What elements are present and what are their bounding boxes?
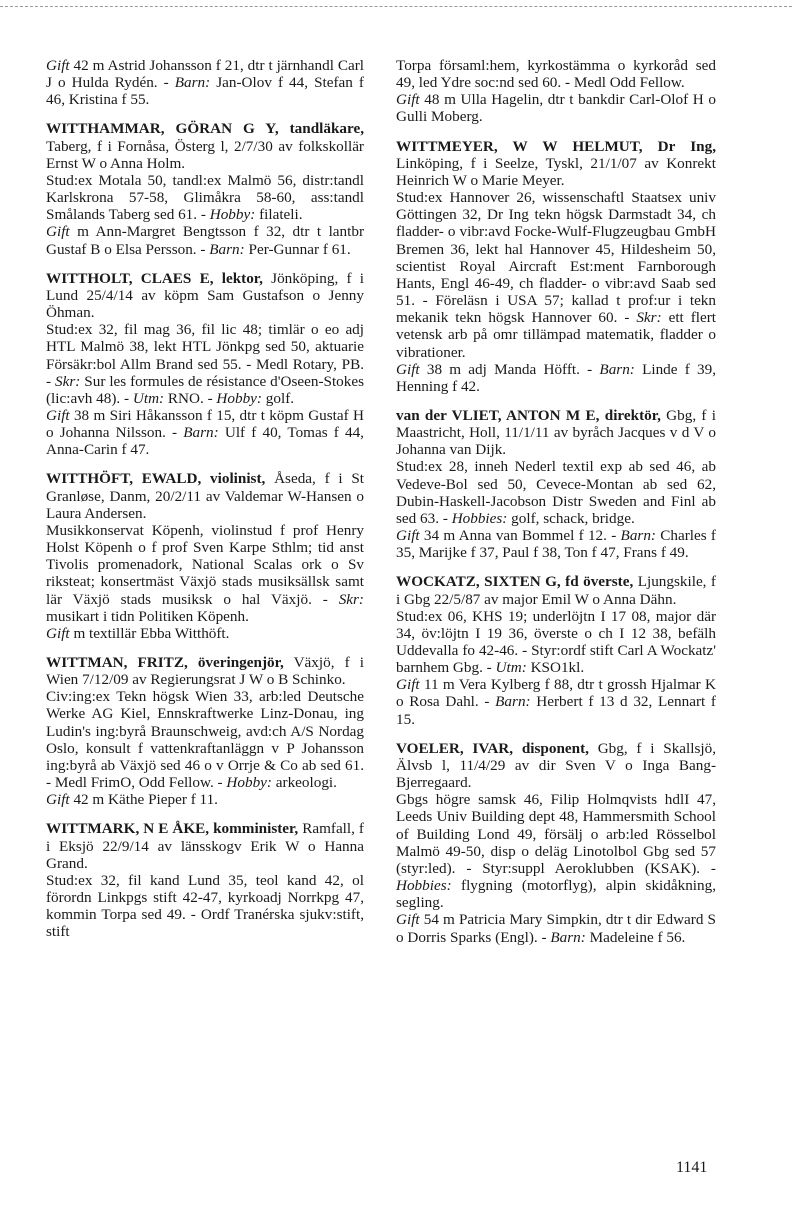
entry-paragraph <box>46 688 364 791</box>
field-label: Gift <box>396 527 420 545</box>
entry-headword: WITTMAN, FRITZ, överingenjör, <box>46 654 284 671</box>
field-label: Gift <box>396 676 420 694</box>
entry-wittmark <box>46 820 364 940</box>
field-label: Barn: <box>550 928 586 946</box>
entry-text: ett flert vetensk arb på omr tillämpad matematik, fladder o vibrationer. <box>396 309 717 361</box>
entry-text: Gbg, f i Maastricht, Holl, 11/1/11 av byråch Jacques v d V o Johanna van Dijk. <box>396 406 717 459</box>
entry-paragraph <box>46 321 364 407</box>
field-label: Gift <box>46 223 70 241</box>
entry-paragraph <box>46 57 364 108</box>
entry-text: Sur les formules de résistance d'Oseen-Stokes (lic:avh 48). - <box>46 372 365 407</box>
entry-paragraph <box>46 654 364 688</box>
entry-headword: WITTHAMMAR, GÖRAN G Y, tandläkare, <box>46 120 364 138</box>
entry-text: Taberg, f i Fornåsa, Österg l, 2/7/30 av folkskollär Ernst W o Anna Holm. <box>46 137 364 172</box>
entry-headword: WOCKATZ, SIXTEN G, fd överste, <box>396 573 634 591</box>
entry-paragraph <box>396 608 716 677</box>
entry-text: Charles f 35, Marijke f 37, Paul f 38, Ton f 47, Frans f 49. <box>396 527 716 562</box>
entry-text: KSO1kl. <box>526 659 585 677</box>
entry-text: Ulf f 40, Tomas f 44, Anna-Carin f 47. <box>46 424 364 459</box>
entry-paragraph <box>46 872 364 941</box>
entry-text: golf. <box>261 389 295 407</box>
entry-paragraph <box>396 740 716 791</box>
field-label: Hobbies: <box>451 509 508 527</box>
field-label: Gift <box>46 791 70 809</box>
entry-text: arkeologi. <box>271 774 337 792</box>
entry-continued <box>46 57 364 108</box>
entry-paragraph <box>396 911 716 945</box>
entry-text: 38 m adj Manda Höfft. - <box>419 360 600 378</box>
entry-text: Stud:ex Hannover 26, wissenschaftl Staatsex univ Göttingen 32, Dr Ing tekn högsk Darmstadt 34, ch fladder- o vibr:avd Focke-Wulf-Flugzeugbau GmbH Bremen 36, lekt hal Hannover 45, Hildesheim 50, scientist Royal Aircraft Est:ment Farnborough Hants, Engl 46-49, ch fladder- o vibr:avd Saab sed 51. - Föreläsn i USA 57; kallad t prof:ur i tekn mekanik tekn högsk Hannover 60. - <box>396 189 716 327</box>
entry-text: Stud:ex 32, fil kand Lund 35, teol kand 42, ol förordn Linkpgs stift 42-47, kyrkoadj Norrkpg 47, kommin Torpa sed 49. - Ordf Tranérska sjukv:stift, stift <box>46 871 364 941</box>
entry-paragraph <box>46 270 364 321</box>
entry-text: Stud:ex 32, fil mag 36, fil lic 48; timlär o eo adj HTL Malmö 38, lekt HTL Jönkpg sed 50, aktuarie Försäkr:bol Allm Brand sed 55. - Medl Rotary, PB. - <box>46 321 364 390</box>
entry-paragraph <box>46 172 364 223</box>
entry-paragraph <box>46 120 364 171</box>
entry-text: Ljungskile, f i Gbg 22/5/87 av major Emil W o Anna Dähn. <box>396 573 716 608</box>
entry-text: 34 m Anna van Bommel f 12. - <box>419 527 621 545</box>
entry-paragraph <box>46 407 364 458</box>
entry-text: Madeleine f 56. <box>585 928 686 946</box>
entry-text: Åseda, f i St Granløse, Danm, 20/2/11 av Valdemar W-Hansen o Laura Andersen. <box>46 470 364 522</box>
entry-headword: VOELER, IVAR, disponent, <box>396 739 589 757</box>
entry-text: Stud:ex 28, inneh Nederl textil exp ab sed 46, ab Vedeve-Bol sed 50, Cevece-Montan ab sed 62, Dubin-Haskell-Jacobson Distr Sweden and Finl ab sed 63. - <box>396 458 716 527</box>
entry-text: Växjö, f i Wien 7/12/09 av Regierungsrat J W o B Schinko. <box>46 654 364 689</box>
right-column <box>396 57 716 946</box>
entry-paragraph <box>46 791 364 808</box>
entry-text: 11 m Vera Kylberg f 88, dtr t grossh Hjalmar K o Rosa Dahl. - <box>396 676 716 711</box>
entry-headword: WITTMEYER, W W HELMUT, Dr Ing, <box>396 137 716 155</box>
entry-paragraph <box>46 470 364 521</box>
left-column <box>46 57 364 941</box>
field-label: Utm: <box>495 659 527 677</box>
entry-text: flygning (motorflyg), alpin skidåkning, segling. <box>396 877 716 912</box>
field-label: Skr: <box>55 372 81 390</box>
entry-voeler <box>396 740 716 946</box>
entry-text: RNO. - <box>164 389 217 407</box>
entry-text: Herbert f 13 d 32, Lennart f 15. <box>396 693 716 728</box>
entry-wittman <box>46 654 364 808</box>
top-rule <box>0 6 792 7</box>
field-label: Gift <box>396 360 420 378</box>
entry-text: Per-Gunnar f 61. <box>244 240 351 258</box>
field-label: Barn: <box>620 527 656 545</box>
field-label: Gift <box>46 57 70 74</box>
field-label: Skr: <box>636 309 662 327</box>
field-label: Gift <box>396 911 420 929</box>
entry-text: Stud:ex Motala 50, tandl:ex Malmö 56, distr:tandl Karlskrona 57-58, Glimåkra 58-60, ass:tandl Smålands Taberg sed 61. - <box>46 171 364 224</box>
entry-text: 38 m Siri Håkansson f 15, dtr t köpm Gustaf H o Johanna Nilsson. - <box>46 406 364 442</box>
field-label: Hobbies: <box>396 877 452 895</box>
entry-paragraph <box>396 458 716 527</box>
entry-text: Linde f 39, Henning f 42. <box>396 360 716 395</box>
entry-witthoft <box>46 470 364 642</box>
entry-van-der-vliet <box>396 407 716 561</box>
entry-wittmeyer <box>396 138 716 395</box>
field-label: Hobby: <box>209 206 256 224</box>
entry-paragraph <box>396 57 716 91</box>
field-label: Gift <box>46 406 70 424</box>
entry-text: Jan-Olov f 44, Stefan f 46, Kristina f 55. <box>46 74 364 109</box>
entry-text: Musikkonservat Köpenh, violinstud f prof Henry Holst Köpenh o f prof Sven Karpe Sthlm; tid anst Tivolis promenadork, National Scalas ork o Sv riksteat; konsertmäst Växjö stads musiksällsk samt lär Växjö stads musiksk o hal Växjö. - <box>46 521 364 608</box>
entry-text: Torpa församl:hem, kyrkostämma o kyrkoråd sed 49, led Ydre soc:nd sed 60. - Medl Odd Fellow. <box>396 57 716 92</box>
field-label: Hobby: <box>216 389 262 407</box>
entry-paragraph <box>46 522 364 625</box>
entry-headword: WITTHÖFT, EWALD, violinist, <box>46 470 266 488</box>
field-label: Barn: <box>174 74 211 92</box>
entry-text: Linköping, f i Seelze, Tyskl, 21/1/07 av Konrekt Heinrich W o Marie Meyer. <box>396 154 716 189</box>
entry-wockatz <box>396 573 716 727</box>
field-label: Barn: <box>495 693 531 711</box>
entry-text: Gbgs högre samsk 46, Filip Holmqvists hdlI 47, Leeds Univ Building dept 48, Hammersmith School of Building Lond 49, försälj o arb:led Rösselbol Malmö 49-50, disp o deläg Linotolbol Gbg sed 57 (styr:led). - Styr:suppl Aeroklubben (KSAK). - <box>396 791 716 877</box>
entry-paragraph <box>46 223 364 257</box>
entry-paragraph <box>396 91 716 125</box>
entry-text: 48 m Ulla Hagelin, dtr t bankdir Carl-Olof H o Gulli Moberg. <box>396 91 716 126</box>
entry-paragraph <box>396 791 716 911</box>
entry-paragraph <box>46 820 364 871</box>
entry-text: musikart i tidn Politiken Köpenh. <box>46 607 249 625</box>
entry-witthammar <box>46 120 364 257</box>
field-label: Barn: <box>183 424 219 442</box>
field-label: Gift <box>46 624 70 642</box>
entry-text: 42 m Astrid Johansson f 21, dtr t järnhandl Carl J o Hulda Rydén. - <box>46 57 364 92</box>
entry-headword: WITTHOLT, CLAES E, lektor, <box>46 269 263 287</box>
entry-paragraph <box>396 573 716 607</box>
entry-paragraph <box>396 361 716 395</box>
entry-headword: van der VLIET, ANTON M E, direktör, <box>396 406 661 424</box>
entry-paragraph <box>396 407 716 458</box>
entry-paragraph <box>396 189 716 361</box>
entry-text: golf, schack, bridge. <box>507 509 635 527</box>
entry-paragraph <box>396 676 716 727</box>
entry-text: Stud:ex 06, KHS 19; underlöjtn I 17 08, major där 34, öv:löjtn I 19 36, överste o ch I 12 38, befälh Uddevalla fo 42-46. - Styr:ordf stift Carl A Wockatz' barnhem Gbg. - <box>396 607 716 677</box>
field-label: Barn: <box>599 360 635 378</box>
entry-wittholt <box>46 270 364 459</box>
entry-paragraph <box>396 527 716 561</box>
field-label: Barn: <box>209 240 245 258</box>
entry-continued-wittmark <box>396 57 716 126</box>
entry-text: filateli. <box>255 206 303 224</box>
entry-text: 42 m Käthe Pieper f 11. <box>69 791 218 809</box>
page-number: 1141 <box>676 1159 708 1176</box>
entry-text: m textillär Ebba Witthöft. <box>69 624 230 642</box>
entry-text: Jönköping, f i Lund 25/4/14 av köpm Sam Gustafson o Jenny Öhman. <box>46 269 364 322</box>
field-label: Hobby: <box>226 774 272 792</box>
entry-text: Gbg, f i Skallsjö, Älvsb l, 11/4/29 av dir Sven V o Inga Bang-Bjerregaard. <box>396 739 716 792</box>
entry-text: m Ann-Margret Bengtsson f 32, dtr t lantbr Gustaf B o Elsa Persson. - <box>46 223 364 258</box>
entry-headword: WITTMARK, N E ÅKE, komminister, <box>46 820 299 838</box>
field-label: Skr: <box>338 590 364 608</box>
entry-paragraph <box>396 138 716 189</box>
field-label: Gift <box>396 91 420 109</box>
entry-paragraph <box>46 625 364 642</box>
field-label: Utm: <box>132 389 165 407</box>
entry-text: 54 m Patricia Mary Simpkin, dtr t dir Edward S o Dorris Sparks (Engl). - <box>396 911 716 946</box>
entry-text: Ramfall, f i Eksjö 22/9/14 av länsskogv Erik W o Hanna Grand. <box>46 820 364 872</box>
entry-text: Civ:ing:ex Tekn högsk Wien 33, arb:led Deutsche Werke AG Kiel, Ennskraftwerke Linz-Donau, ing Ludin's ing:byrå Braunschweig, avd:ch A/S Nordag Oslo, konsult f vattenkraftanläggn v P Johansson ing:byrå ab Växjö sed 46 o v Orrje & Co ab sed 61. - Medl FrimO, Odd Fellow. - <box>46 688 364 792</box>
